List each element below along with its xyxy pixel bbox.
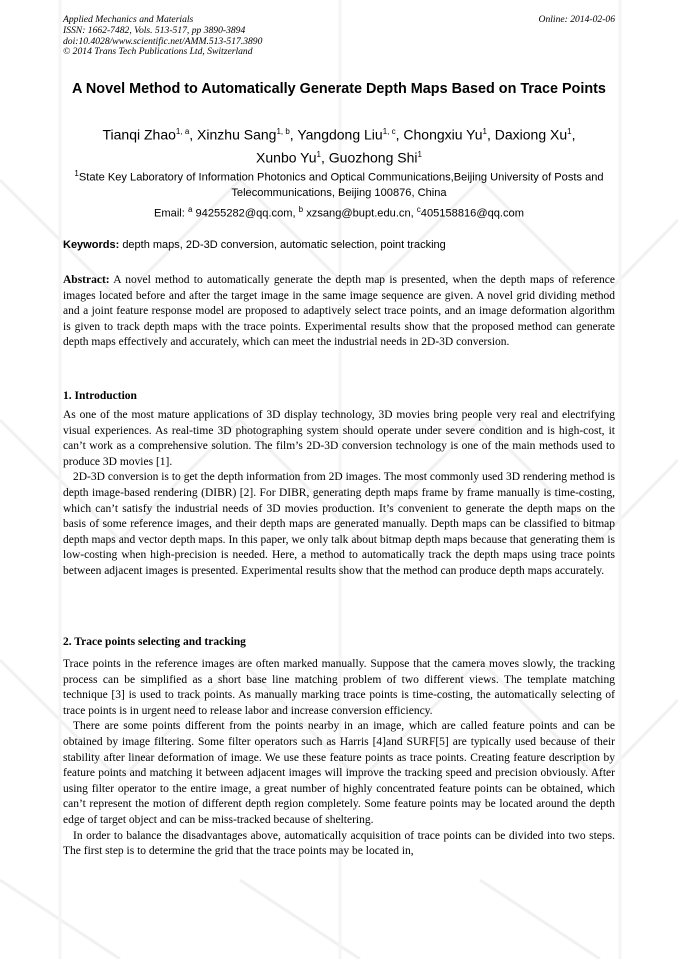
paragraph: In order to balance the disadvantages above, automatically acquisition of trace points can be divided into two steps. The first step is to determine the grid that the trace points may be located in, — [63, 829, 615, 858]
email-label: Email: — [154, 207, 185, 220]
copyright-line: © 2014 Trans Tech Publications Ltd, Switzerland — [63, 46, 253, 58]
section-body-introduction — [63, 408, 615, 580]
email-address[interactable]: 94255282@qq.com, — [195, 207, 296, 220]
affiliation-sup: 1 — [74, 169, 79, 178]
affiliation — [55, 166, 623, 201]
author-list: Tianqi Zhao$^{1, a}$, Xinzhu Sang$^{1, b}$, Yangdong Liu$^{1, c}$, Chongxiu Yu$^1$, Daxiong Xu$^1$, Xunbo Yu$^1$, Guozhong Shi$^1$ — [102, 126, 576, 166]
keywords — [63, 238, 615, 252]
keywords-label: Keywords: — [63, 239, 120, 251]
section-heading-introduction: 1. Introduction — [63, 390, 137, 402]
abstract — [63, 273, 615, 351]
email-sup: c — [416, 205, 421, 214]
section-body-trace-points — [63, 657, 615, 860]
email-line — [40, 203, 638, 221]
author-affil-sup: 1 — [482, 127, 487, 136]
author-affil-sup: 1, b — [276, 127, 290, 136]
author-name: Yangdong Liu — [297, 126, 383, 143]
keywords-text: depth maps, 2D-3D conversion, automatic selection, point tracking — [122, 239, 446, 251]
email-sup: b — [298, 205, 304, 214]
author-name: Tianqi Zhao — [102, 126, 176, 143]
email-address[interactable]: xzsang@bupt.edu.cn, — [306, 207, 414, 220]
journal-header — [63, 15, 615, 58]
author-affil-sup: 1, a — [175, 127, 190, 136]
author-name: Xinzhu Sang — [197, 126, 277, 143]
doi-line[interactable]: doi:10.4028/www.scientific.net/AMM.513-517.3890 — [63, 35, 263, 47]
email-address[interactable]: 405158816@qq.com — [420, 207, 524, 220]
journal-name: Applied Mechanics and Materials — [63, 14, 194, 25]
paragraph: As one of the most mature applications of 3D display technology, 3D movies bring people very real and electrifying visual experiences. As real-time 3D photographing system should operate under severe condition and is high-cost, it can’t work as a comprehensive solution. The film’s 2D-3D conversion technology is one of the main methods used to produce 3D movies [1]. — [63, 409, 615, 468]
author-name: Daxiong Xu — [494, 126, 568, 143]
author-affil-sup: 1, c — [382, 127, 396, 136]
author-affil-sup: 1 — [316, 149, 321, 159]
section-heading-trace-points: 2. Trace points selecting and tracking — [63, 636, 246, 648]
abstract-label: Abstract: — [63, 274, 110, 286]
issn-line: ISSN: 1662-7482, Vols. 513-517, pp 3890-3894 — [63, 24, 246, 36]
affiliation-text: State Key Laboratory of Information Photonics and Optical Communications,Beijing University of Posts and Telecommunications, Beijing 100876, China — [78, 171, 604, 199]
author-name: Guozhong Shi — [328, 149, 418, 166]
author-name: Xunbo Yu — [256, 149, 317, 166]
paragraph: Trace points in the reference images are often marked manually. Suppose that the camera moves slowly, the tracking process can be simplified as a short base line matching problem of two different views. The template matching technique [3] is used to track points. As manually marking trace points is time-costing, the automatically selecting of trace points is in urgent need to release labor and increase conversion efficiency. — [63, 658, 615, 717]
paragraph: 2D-3D conversion is to get the depth information from 2D images. The most commonly used 3D rendering method is depth image-based rendering (DIBR) [2]. For DIBR, generating depth maps frame by frame manually is time-costing, which can’t satisfy the industrial needs of 3D movies production. It’s convenient to generate the depth maps on the basis of some reference images, and their depth maps are generated manually. Depth maps can be classified to bitmap depth maps and vector depth maps. In this paper, we only talk about bitmap depth maps because that generating them is low-costing when high-precision is needed. Here, a method to automatically track the depth maps using trace points between adjacent images is presented. Experimental results show that the method can produce depth maps accurately. — [63, 471, 615, 577]
paper-title: A Novel Method to Automatically Generate Depth Maps Based on Trace Points — [72, 81, 606, 97]
paragraph: There are some points different from the points nearby in an image, which are called feature points and can be obtained by image filtering. Some filter operators such as Harris [4]and SURF[5] are typically used because of their stability after linear deformation of image. We use these feature points as trace points. Creating feature description by feature points and matching it between adjacent images will improve the tracking speed and precision obviously. After using filter operator to the entire image, a great number of highly concentrated feature points can be obtained, which can’t represent the motion of different depth region completely. Some feature points may be located around the depth edge of target object and can be miss-tracked because of sheltering. — [63, 720, 615, 826]
email-sup: a — [187, 205, 193, 214]
author-name: Chongxiu Yu — [403, 126, 483, 143]
author-affil-sup: 1 — [567, 127, 572, 136]
online-date: Online: 2014-02-06 — [538, 14, 615, 25]
abstract-text: A novel method to automatically generate the depth map is presented, when the depth maps of reference images located before and after the target image in the same image sequence are given. A novel grid dividing method and a joint feature response model are proposed to adaptively select trace points, and an image deformation algorithm is given to track depth maps with the trace points. Experimental results show that the proposed method can generate depth maps effectively and accurately, which can meet the industrial needs in 2D-3D conversion. — [63, 274, 615, 349]
author-affil-sup: 1 — [417, 149, 422, 159]
